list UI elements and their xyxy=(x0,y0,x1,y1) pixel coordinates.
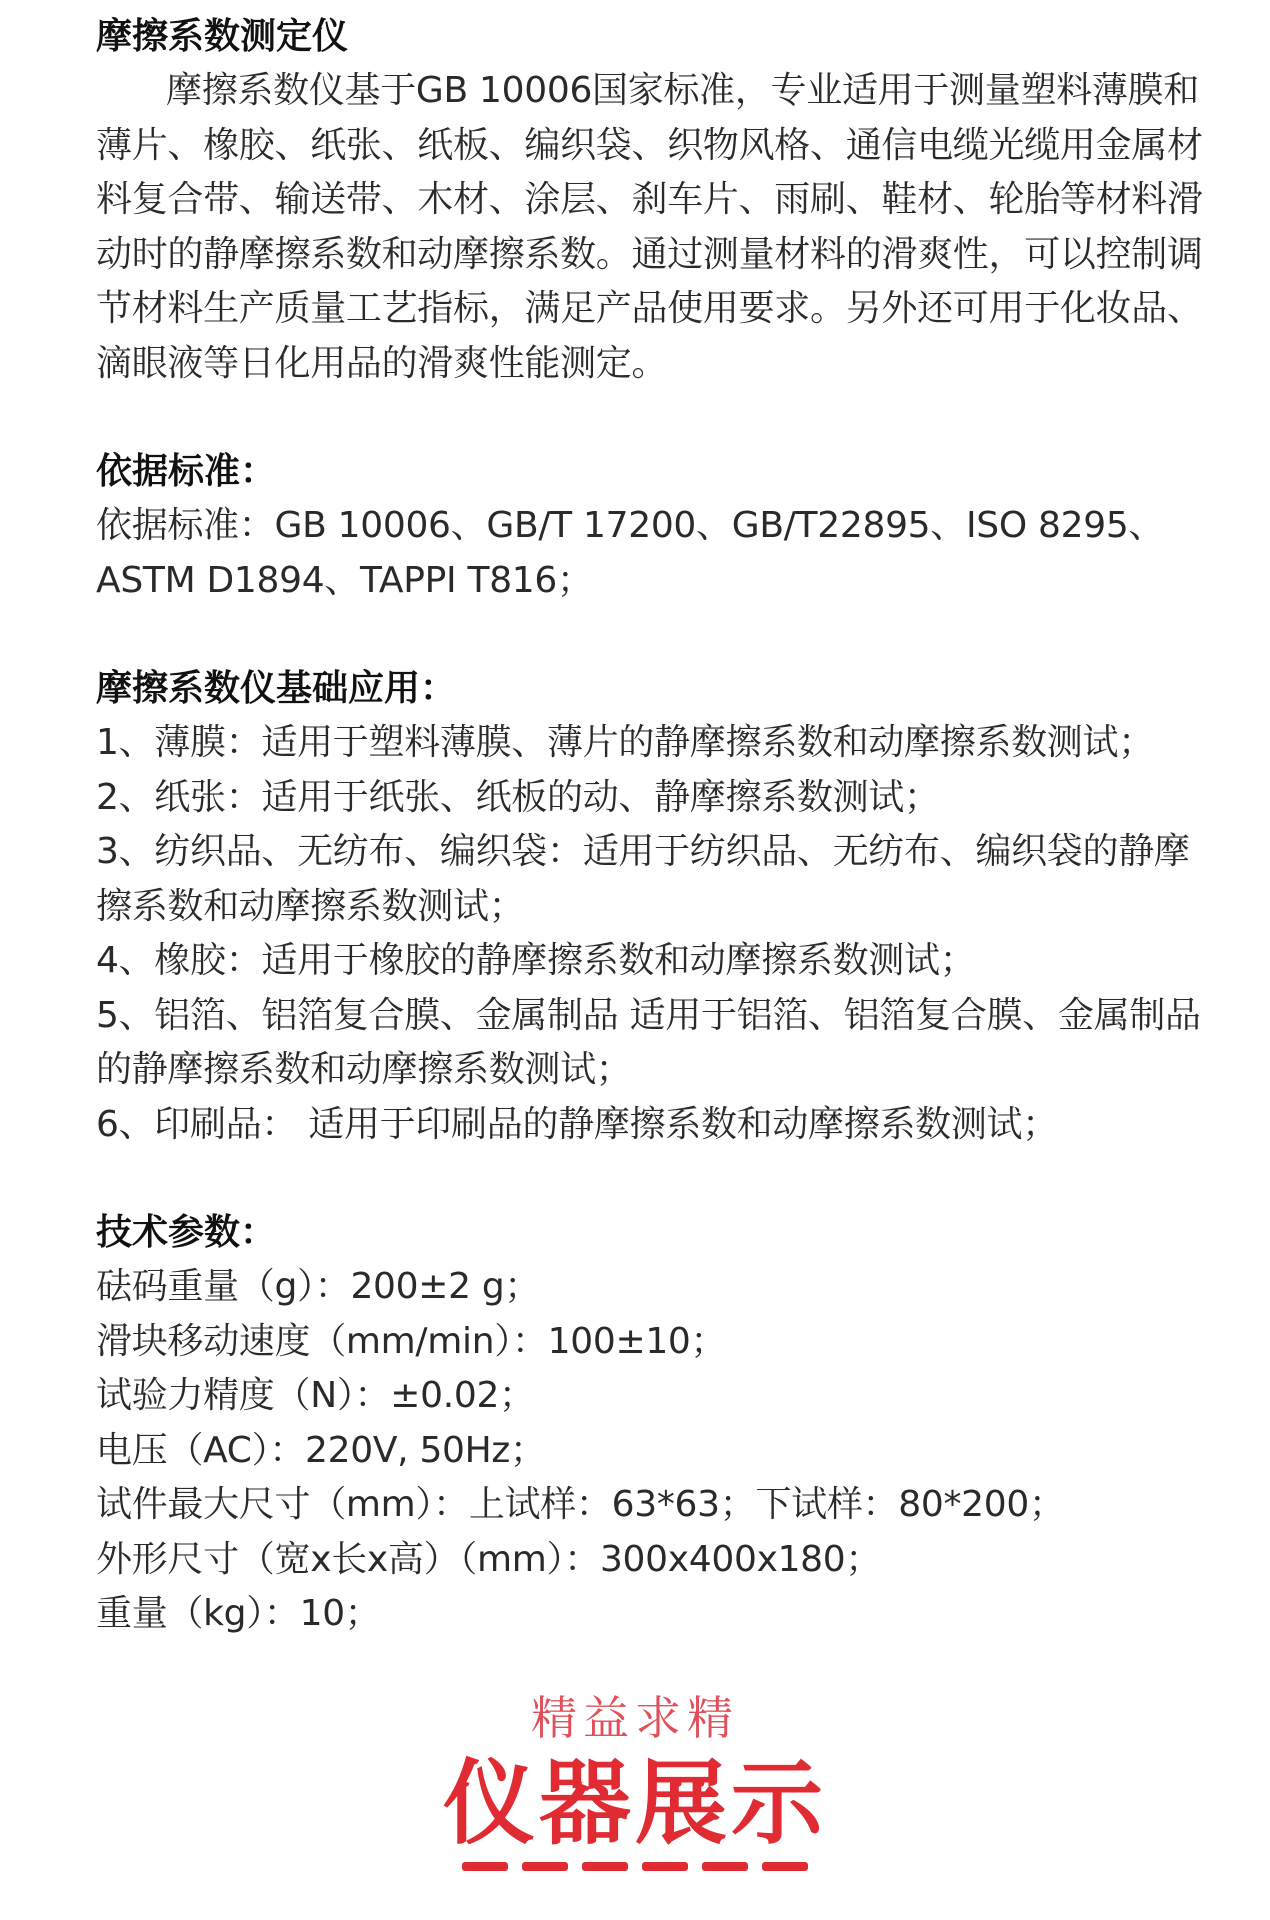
dash-mark xyxy=(582,1862,628,1871)
application-item: 6、印刷品： 适用于印刷品的静摩擦系数和动摩擦系数测试； xyxy=(96,1103,1058,1145)
footer-title: 仪器展示 xyxy=(442,1750,827,1857)
spec-item: 试件最大尺寸（mm）：上试样：63*63；下试样：80*200； xyxy=(96,1484,1065,1525)
spec-item: 外形尺寸（宽x长x高）（mm）：300x400x180； xyxy=(96,1538,882,1580)
application-item: 4、橡胶：适用于橡胶的静摩擦系数和动摩擦系数测试； xyxy=(96,940,976,981)
spec-item: 试验力精度（N）：±0.02； xyxy=(96,1375,535,1416)
standards-text: 依据标准：GB 10006、GB/T 17200、GB/T22895、ISO 8295、ASTM D1894、TAPPI T816； xyxy=(96,505,1165,601)
spec-item: 重量（kg）：10； xyxy=(96,1593,381,1634)
application-item: 3、纺织品、无纺布、编织袋：适用于纺织品、无纺布、编织袋的静摩擦系数和动摩擦系数测试； xyxy=(96,831,1190,927)
spec-item: 滑块移动速度（mm/min）：100±10； xyxy=(96,1320,727,1362)
dash-mark xyxy=(762,1862,808,1871)
spec-item: 砝码重量（g）：200±2 g； xyxy=(96,1266,541,1307)
application-item: 5、铝箔、铝箔复合膜、金属制品 适用于铝箔、铝箔复合膜、金属制品的静摩擦系数和动摩擦系数测试； xyxy=(96,994,1201,1090)
page-title: 摩擦系数测定仪 xyxy=(96,16,349,57)
standards-heading: 依据标准： xyxy=(96,451,277,492)
footer-banner xyxy=(0,1688,1270,1871)
applications-heading: 摩擦系数仪基础应用： xyxy=(96,668,457,709)
dash-mark xyxy=(702,1862,748,1871)
application-item: 1、薄膜：适用于塑料薄膜、薄片的静摩擦系数和动摩擦系数测试； xyxy=(96,722,1154,763)
application-item: 2、纸张：适用于纸张、纸板的动、静摩擦系数测试； xyxy=(96,776,940,818)
spec-item: 电压（AC）：220V, 50Hz； xyxy=(96,1429,546,1471)
dash-mark xyxy=(522,1862,568,1871)
document-body xyxy=(96,10,1216,1642)
specs-heading: 技术参数： xyxy=(96,1212,277,1253)
footer-slogan: 精益求精 xyxy=(531,1691,739,1745)
footer-dash-underline xyxy=(0,1862,1270,1871)
dash-mark xyxy=(642,1862,688,1871)
dash-mark xyxy=(462,1862,508,1871)
intro-paragraph: 摩擦系数仪基于GB 10006国家标准，专业适用于测量塑料薄膜和薄片、橡胶、纸张、纸板、编织袋、织物风格、通信电缆光缆用金属材料复合带、输送带、木材、涂层、刹车片、雨刷、鞋材、轮胎等材料滑动时的静摩擦系数和动摩擦系数。通过测量材料的滑爽性，可以控制调节材料生产质量工艺指标，满足产品使用要求。另外还可用于化妆品、滴眼液等日化用品的滑爽性能测定。 xyxy=(96,70,1203,384)
